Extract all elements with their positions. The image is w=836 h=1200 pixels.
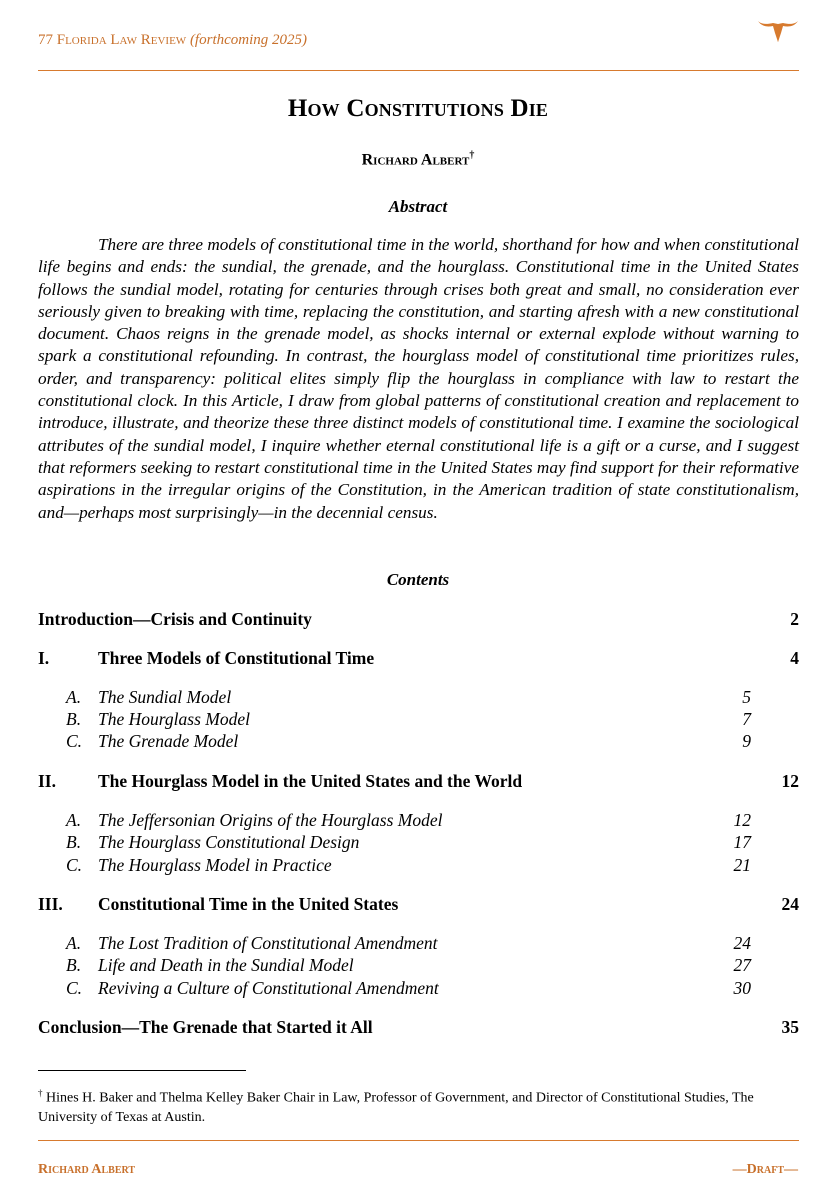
toc-section-1a[interactable] [38,687,799,711]
toc-number: II. [38,771,56,791]
toc-label: Life and Death in the Sundial Model [98,955,354,975]
footer-draft-label: —Draft— [732,1162,798,1177]
toc-section-2c[interactable] [38,855,799,879]
toc-page: 27 [733,955,751,975]
toc-part-2[interactable] [38,771,799,795]
toc-number: I. [38,648,50,668]
toc-label: The Grenade Model [98,731,239,751]
toc-page: 30 [733,978,751,998]
footer-author: Richard Albert [38,1162,136,1177]
toc-label: Three Models of Constitutional Time [98,648,375,668]
toc-number: C. [66,978,83,998]
toc-number: B. [66,955,82,975]
toc-section-2a[interactable] [38,810,799,834]
toc-page: 21 [733,855,751,875]
toc-section-3b[interactable] [38,955,799,979]
header-rule [38,70,799,71]
toc-part-3[interactable] [38,894,799,918]
toc-page: 5 [742,687,751,707]
article-title: How Constitutions Die [287,95,549,122]
abstract-text: There are three models of constitutional time in the world, shorthand for how and when constitutional life begins and ends: the sundial, the grenade, and the hourglass. Constitutional time in the United States follows the sundial model, rotating for centuries through crises both great and small, no consideration ever seriously given to breaking with time, replacing the constitution, and starting afresh with a new constitutional document. Chaos reigns in the grenade model, as shocks internal or external explode without warning to spark a constitutional refounding. In contrast, the hourglass model of constitutional time prioritizes rules, order, and transparency: political elites simply flip the hourglass in compliance with law to restart the constitutional clock. In this Article, I draw from global patterns of constitutional creation and replacement to introduce, illustrate, and theorize these three distinct models of constitutional time. I examine the sociological attributes of the sundial model, I inquire whether eternal constitutional life is a gift or a curse, and I suggest that reformers seeking to restart constitutional time in the United States may find support for their reformative aspirations in the irregular origins of the Constitution, in the American tradition of state constitutionalism, and—perhaps most surprisingly—in the decennial census. [38,235,799,522]
author-footnote-mark[interactable]: † [469,150,475,161]
footnote-mark: † [38,1088,43,1098]
toc-number: A. [66,810,82,830]
toc-part-1[interactable] [38,648,799,672]
toc-number: III. [38,894,63,914]
footnote [38,1084,799,1127]
toc-section-3a[interactable] [38,933,799,957]
longhorn-icon [756,18,800,44]
toc-page: 24 [781,894,799,914]
toc-label: The Lost Tradition of Constitutional Amendment [98,933,438,953]
toc-number: C. [66,731,83,751]
toc-page: 9 [742,731,751,751]
toc-introduction[interactable] [38,609,799,633]
abstract-heading: Abstract [388,197,448,216]
toc-page: 4 [790,648,799,668]
toc-page: 2 [790,609,799,629]
toc-label: The Hourglass Constitutional Design [98,832,360,852]
toc-label: Conclusion—The Grenade that Started it All [38,1017,373,1037]
toc-page: 17 [733,832,751,852]
toc-page: 35 [781,1017,799,1037]
toc-page: 12 [781,771,799,791]
author-line [0,150,836,169]
toc-label: The Hourglass Model in the United States and the World [98,771,523,791]
toc-number: C. [66,855,83,875]
toc-label: The Hourglass Model [98,709,250,729]
toc-section-1c[interactable] [38,731,799,755]
journal-header [38,32,307,49]
author-name: Richard Albert [361,151,470,169]
toc-label: The Jeffersonian Origins of the Hourglass Model [98,810,443,830]
journal-volume: 77 [38,32,57,48]
toc-label: The Sundial Model [98,687,232,707]
journal-name: Florida Law Review [56,32,187,48]
toc-label: Introduction—Crisis and Continuity [38,609,312,629]
toc-page: 12 [733,810,751,830]
toc-conclusion[interactable] [38,1017,799,1041]
toc-label: The Hourglass Model in Practice [98,855,332,875]
toc-number: B. [66,832,82,852]
footnote-divider [38,1070,246,1071]
toc-label: Constitutional Time in the United States [98,894,399,914]
journal-status: (forthcoming 2025) [189,32,308,48]
toc-label: Reviving a Culture of Constitutional Amendment [98,978,439,998]
toc-section-1b[interactable] [38,709,799,733]
contents-heading: Contents [386,570,450,589]
toc-number: A. [66,687,82,707]
toc-page: 24 [733,933,751,953]
toc-number: B. [66,709,82,729]
toc-section-3c[interactable] [38,978,799,1002]
toc-page: 7 [742,709,751,729]
toc-number: A. [66,933,82,953]
footer-rule [38,1140,799,1141]
footnote-text: Hines H. Baker and Thelma Kelley Baker Chair in Law, Professor of Government, and Director of Constitutional Studies, The University of Texas at Austin. [38,1090,754,1125]
toc-section-2b[interactable] [38,832,799,856]
